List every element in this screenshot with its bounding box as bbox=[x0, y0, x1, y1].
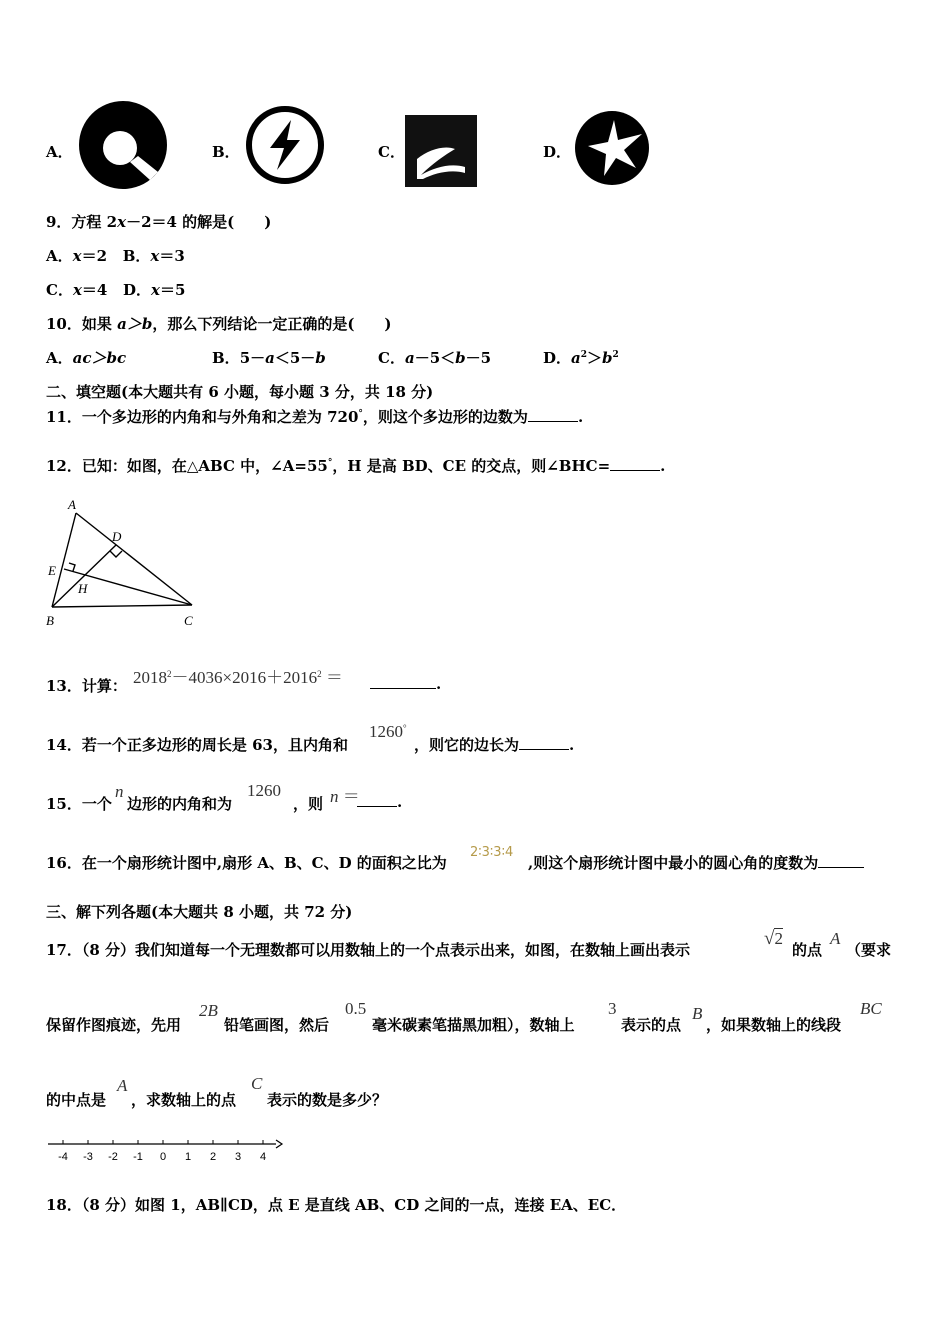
q10-stem: 10．如果 a＞b，那么下列结论一定正确的是( ) bbox=[46, 315, 392, 333]
q18-text: 18．（8 分）如图 1，AB∥CD，点 E 是直线 AB、CD 之间的一点，连接 EA、EC． bbox=[46, 1196, 627, 1214]
q12-text: 12．已知：如图，在△ABC 中，∠A=55°，H 是高 BD、CE 的交点，则∠BHC= . bbox=[46, 457, 666, 475]
q17-05: 0.5 bbox=[345, 999, 367, 1018]
option-b-lightning-icon bbox=[244, 104, 326, 186]
q9-options-line2: C．x＝4 D．x＝5 bbox=[46, 281, 186, 299]
q17-line1-suffix: （要求 bbox=[846, 941, 892, 959]
q17-line3-prefix: 的中点是 bbox=[46, 1091, 107, 1109]
section3-title: 三、解下列各题(本大题共 8 小题，共 72 分) bbox=[46, 903, 353, 921]
q15-n-equals: n ＝ bbox=[330, 787, 360, 806]
q17-line3-suffix: 表示的数是多少？ bbox=[267, 1091, 388, 1109]
q13-label: 13．计算： bbox=[46, 677, 127, 695]
q17-line2-mid2: 毫米碳素笔描黑加粗），数轴上 bbox=[372, 1016, 575, 1034]
option-a-label: A． bbox=[46, 143, 73, 161]
q10-option-d: D．$a^2>b^2$ bbox=[543, 349, 619, 367]
option-c-wave-logo-icon bbox=[405, 115, 477, 187]
label-e: E bbox=[48, 563, 56, 578]
q15-prefix: 15．一个 bbox=[46, 795, 112, 813]
label-c: C bbox=[184, 613, 193, 628]
tick-label: -1 bbox=[133, 1151, 143, 1163]
tick-label: 2 bbox=[209, 1151, 217, 1163]
q17-line1-prefix: 17．（8 分）我们知道每一个无理数都可以用数轴上的一个点表示出来，如图，在数轴上画出表示 bbox=[46, 941, 691, 959]
q17-point-c: C bbox=[251, 1074, 263, 1093]
q14-prefix: 14．若一个正多边形的周长是 63，且内角和 bbox=[46, 736, 348, 754]
label-d: D bbox=[112, 529, 122, 544]
q10-option-b: B．5－a＜5－b bbox=[212, 349, 326, 367]
q17-line2-mid3: 表示的点 bbox=[621, 1016, 682, 1034]
q17-line1-mid: 的点 bbox=[792, 941, 823, 959]
tick-label: 0 bbox=[159, 1151, 167, 1163]
q15-blank: . bbox=[357, 793, 402, 811]
tick-label: 4 bbox=[259, 1151, 267, 1163]
q14-value: 1260° bbox=[369, 722, 407, 741]
q15-mid2: ，则 bbox=[293, 795, 324, 813]
q17-2b: 2B bbox=[199, 1001, 218, 1020]
q17-line2-mid4: ，如果数轴上的线段 bbox=[706, 1016, 842, 1034]
q13-blank: . bbox=[370, 675, 441, 693]
q17-point-b: B bbox=[692, 1004, 703, 1023]
option-d-star-icon bbox=[574, 110, 650, 186]
section2-title: 二、填空题(本大题共有 6 小题，每小题 3 分，共 18 分) bbox=[46, 383, 434, 401]
q11-text: 11．一个多边形的内角和与外角和之差为 720°，则这个多边形的边数为 . bbox=[46, 408, 584, 426]
tick-label: -4 bbox=[58, 1151, 68, 1163]
q17-segment-bc: BC bbox=[860, 999, 882, 1018]
q15-mid: 边形的内角和为 bbox=[127, 795, 233, 813]
option-c-label: C． bbox=[378, 143, 405, 161]
q17-sqrt2: √2 bbox=[764, 928, 783, 949]
q16-suffix: ,则这个扇形统计图中最小的圆心角的度数为 bbox=[528, 852, 864, 873]
q9-options-line1: A．x＝2 B．x＝3 bbox=[46, 247, 185, 265]
q14-suffix: ，则它的边长为 . bbox=[414, 736, 575, 754]
tick-label: -3 bbox=[83, 1151, 93, 1163]
option-a-logo-icon bbox=[78, 100, 168, 190]
q15-value: 1260 bbox=[247, 781, 281, 800]
option-d-label: D． bbox=[543, 143, 572, 161]
q17-line2-prefix: 保留作图痕迹，先用 bbox=[46, 1016, 182, 1034]
tick-label: 1 bbox=[184, 1151, 192, 1163]
label-b: B bbox=[46, 613, 54, 628]
option-b-label: B． bbox=[212, 143, 240, 161]
q10-option-c: C．a－5＜b－5 bbox=[378, 349, 492, 367]
q10-option-a: A．ac＞bc bbox=[46, 349, 127, 367]
q17-3: 3 bbox=[608, 999, 617, 1018]
triangle-figure bbox=[40, 495, 210, 635]
q15-n: n bbox=[115, 782, 124, 801]
label-h: H bbox=[78, 581, 88, 596]
label-a: A bbox=[68, 497, 76, 512]
number-line bbox=[44, 1136, 284, 1166]
tick-label: -2 bbox=[108, 1151, 118, 1163]
q17-line2-mid1: 铅笔画图，然后 bbox=[224, 1016, 330, 1034]
tick-label: 3 bbox=[234, 1151, 242, 1163]
q9-stem: 9．方程 2x－2＝4 的解是( ) bbox=[46, 213, 272, 231]
q16-prefix: 16．在一个扇形统计图中,扇形 A、B、C、D 的面积之比为 bbox=[46, 854, 447, 872]
q17-line3-mid: ，求数轴上的点 bbox=[131, 1091, 237, 1109]
q17-point-a2: A bbox=[117, 1076, 128, 1095]
q17-point-a: A bbox=[830, 929, 841, 948]
q16-ratio: 2∶3∶3∶4 bbox=[470, 845, 514, 860]
q13-expression: $2018^2-4036\times 2016+2016^2$ ＝ bbox=[133, 668, 343, 687]
